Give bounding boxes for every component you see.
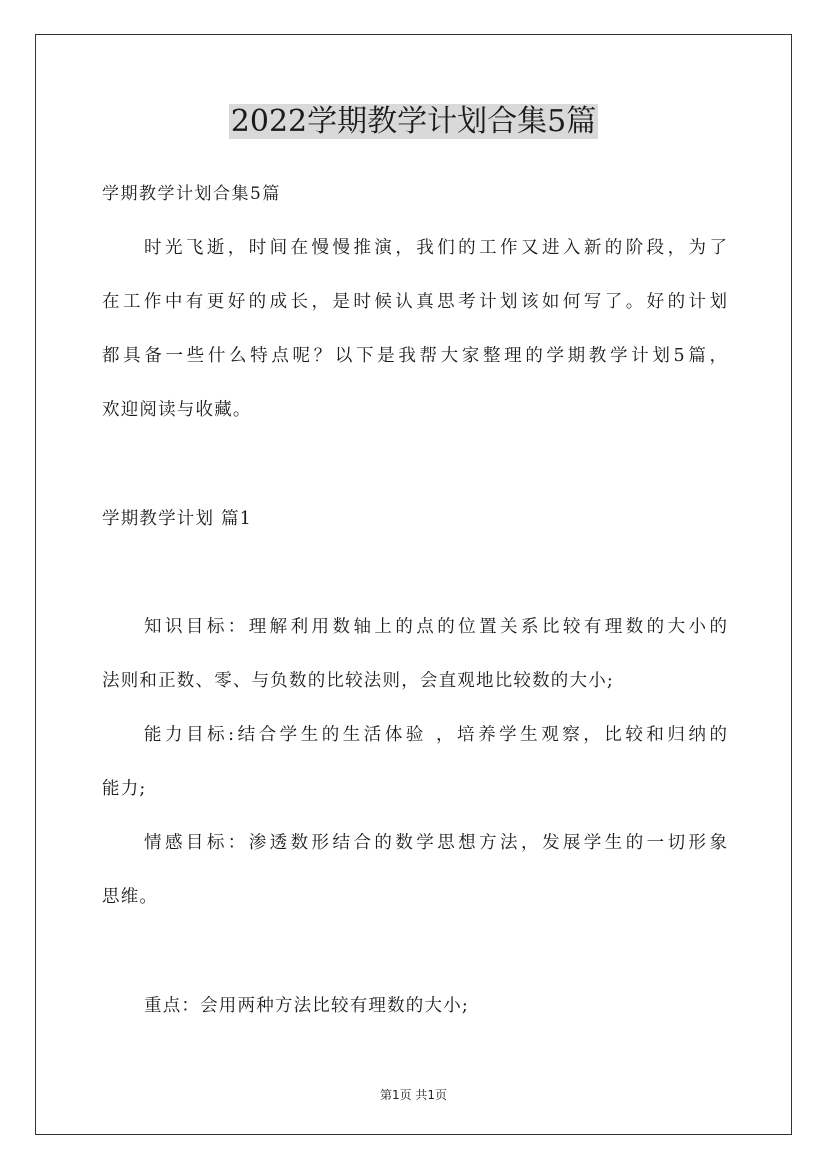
intro-line-2: 在工作中有更好的成长，是时候认真思考计划该如何写了。好的计划: [102, 292, 727, 312]
document-subtitle: 学期教学计划合集5篇: [102, 184, 281, 204]
intro-line-3: 都具备一些什么特点呢？以下是我帮大家整理的学期教学计划5篇，: [102, 346, 727, 366]
document-title: 2022学期教学计划合集5篇: [230, 104, 597, 139]
ability-goal-line-2: 能力;: [102, 779, 147, 799]
ability-goal-line-1: 能力目标:结合学生的生活体验 ，培养学生观察，比较和归纳的: [144, 725, 727, 745]
knowledge-goal-line-1: 知识目标：理解利用数轴上的点的位置关系比较有理数的大小的: [144, 617, 727, 637]
key-point-line: 重点：会用两种方法比较有理数的大小;: [144, 996, 469, 1016]
page-footer: 第1页 共1页: [379, 1088, 448, 1102]
knowledge-goal-line-2: 法则和正数、零、与负数的比较法则，会直观地比较数的大小;: [102, 671, 614, 691]
intro-line-1: 时光飞逝，时间在慢慢推演，我们的工作又进入新的阶段，为了: [144, 238, 727, 258]
section-heading: 学期教学计划 篇1: [102, 509, 252, 529]
emotion-goal-line-2: 思维。: [102, 887, 159, 907]
emotion-goal-line-1: 情感目标：渗透数形结合的数学思想方法，发展学生的一切形象: [144, 833, 727, 853]
intro-line-4: 欢迎阅读与收藏。: [102, 400, 252, 420]
